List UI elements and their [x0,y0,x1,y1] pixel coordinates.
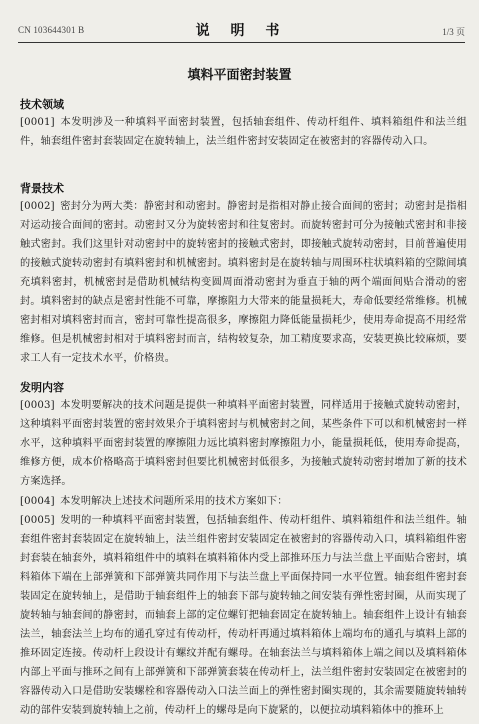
paragraph-text: 密封分为两大类：静密封和动密封。静密封是指相对静止接合面间的密封；动密封是指相对运动接合面间的密封。动密封又分为旋转密封和往复密封。而旋转密封可分为接触式密封和非接触式密封。我们这里针对动密封中的旋转密封的接触式密封，即接触式旋转动密封，目前普遍使用的接触式旋转动密封有填料密封和机械密封。填料密封是在旋转轴与周围环柱状填料箱的空隙间填充填料密封，机械密封是借助机械结构变圆周面滑动密封为垂直于轴的两个端面间贴合滑动的密封。填料密封的缺点是密封性能不可靠，摩擦阻力大带来的能量损耗大，寿命低要经常维修。机械密封相对填料密封而言，密封可靠性提高很多，摩擦阻力降低能量损耗少，使用寿命提高不用经常维修。但是机械密封相对于填料密封而言，结构较复杂，加工精度要求高，安装更换比较麻烦，要求工人有一定技术水平，价格贵。 [20,201,467,364]
invention-title: 填料平面密封装置 [187,68,292,83]
paragraph-number: [0001] [20,117,55,128]
paragraph-text: 发明的一种填料平面密封装置，包括轴套组件、传动杆组件、填料箱组件和法兰组件。轴套组件密封套装固定在旋转轴上，法兰组件密封安装固定在被密封的容器传动入口，填料箱组件密封套装在轴套外，填料箱组件中的填料在填料箱体内受上部推环压力与法兰盘上平面贴合密封，填料箱体下端在上部弹簧和下部弹簧共同作用下与法兰盘上平面保持同一水平位置。轴套组件密封套装固定在旋转轴上，是借助于轴套组件上的轴套下部与旋转轴之间安装有弹性密封圈，从而实现了旋转轴与轴套间的静密封，而轴套上部的定位螺钉把轴套固定在旋转轴上。轴套组件上设计有轴套法兰，轴套法兰上均布的通孔穿过有传动杆，传动杆再通过填料箱体上端均布的通孔与填料上部的推环固定连接。传动杆上段设计有螺纹并配有螺母。在轴套法兰与填料箱体上端之间以及填料箱体内部上平面与推环之间有上部弹簧和下部弹簧套装在传动杆上，法兰组件密封安装固定在被密封的容器传动入口是借助安装螺栓和容器传动入口法兰面上的弹性密封圈实现的，其余需要随旋转轴转动的部件安装到旋转轴上之前，传动杆上的螺母是向下旋紧的，以便拉动填料箱体中的推环上 [20,515,467,716]
paragraph-0001 [20,113,467,151]
paragraph-0002 [20,197,467,368]
paragraph-0003 [20,396,467,491]
paragraph-0005 [20,511,467,720]
section-heading-background: 背景技术 [20,182,64,195]
paragraph-text: 本发明涉及一种填料平面密封装置，包括轴套组件、传动杆组件、填料箱组件和法兰组件，轴套组件密封套装固定在旋转轴上，法兰组件密封安装固定在被密封的容器传动入口。 [20,117,467,147]
section-heading-summary: 发明内容 [20,381,64,394]
paragraph-number: [0004] [20,496,55,507]
paragraph-number: [0005] [20,515,55,526]
paragraph-0004 [20,492,467,511]
section-heading-technical-field: 技术领域 [20,98,64,111]
page-header [18,20,465,43]
paragraph-number: [0002] [20,201,55,212]
patent-number: CN 103644301 B [18,25,85,35]
paragraph-text: 本发明解决上述技术问题所采用的技术方案如下： [60,496,288,507]
paragraph-text: 本发明要解决的技术问题是提供一种填料平面密封装置，同样适用于接触式旋转动密封，这种填料平面密封装置的密封效果介于填料密封与机械密封之间，某些条件下可以和机械密封一样水平，这种填料平面密封装置的摩擦阻力远比填料密封摩擦阻力小，能量损耗低，使用寿命提高，维修方便，成本价格略高于填料密封但要比机械密封低很多，为接触式旋转动密封增加了新的技术方案选择。 [20,400,467,487]
page-indicator: 1/3 页 [442,27,465,37]
paragraph-number: [0003] [20,400,55,411]
document-type-title: 说 明 书 [195,23,288,39]
